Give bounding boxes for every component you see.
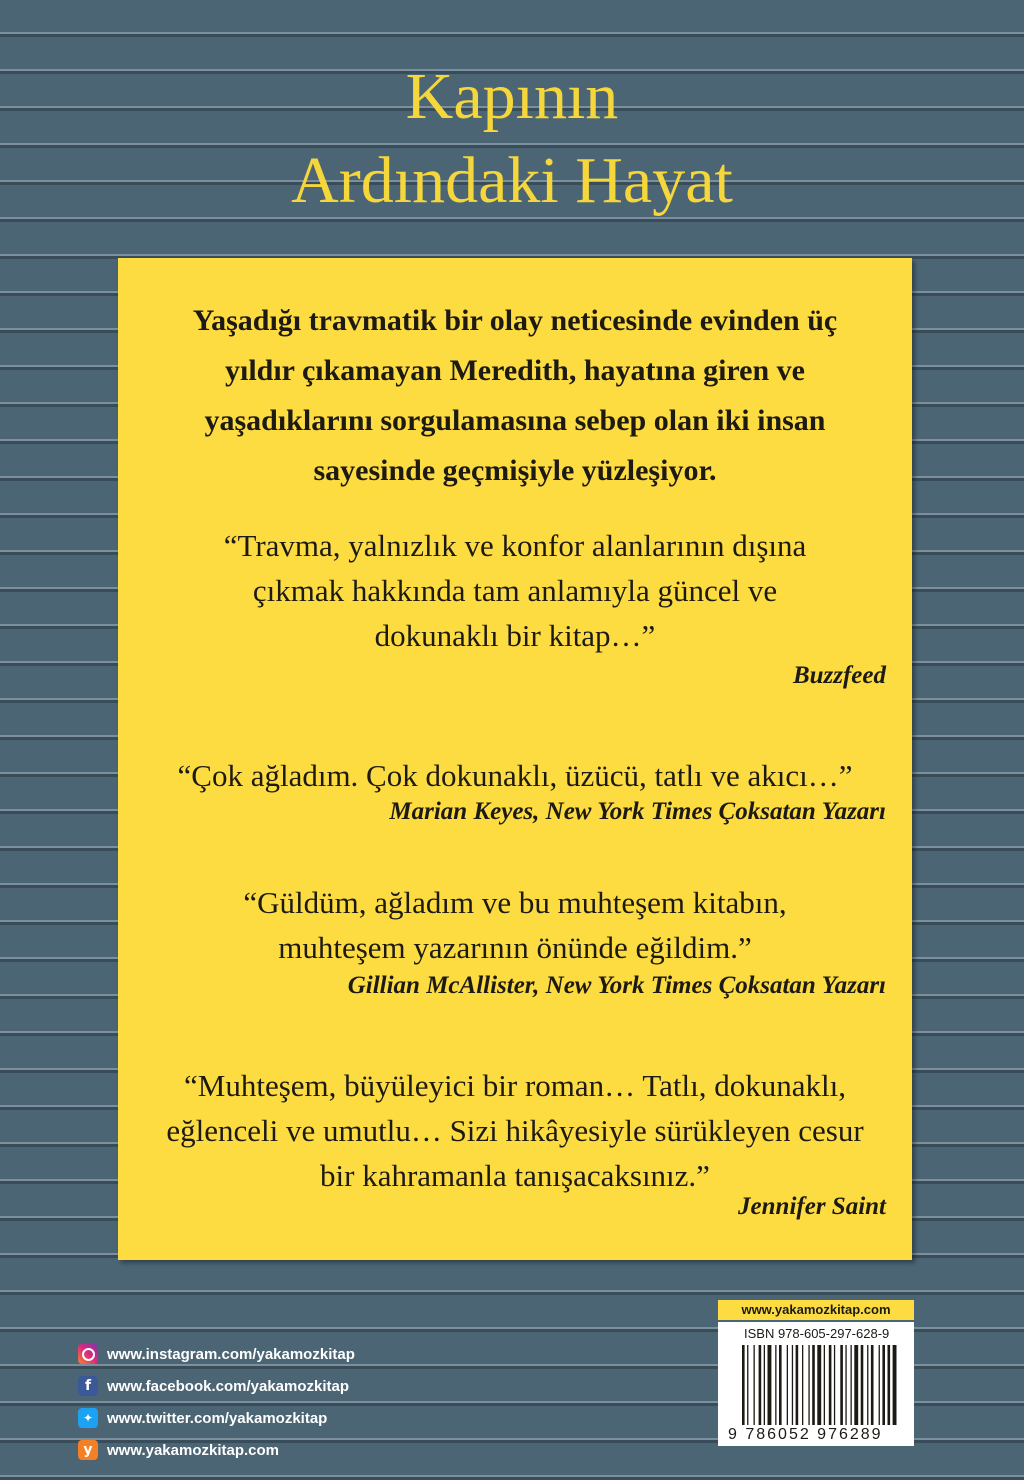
synopsis [118,296,912,496]
review-quote-marian-keyes [118,753,912,798]
facebook-icon: f [78,1376,98,1396]
facebook-url[interactable]: www.facebook.com/yakamozkitap [107,1377,350,1395]
quote-line: “Travma, yalnızlık ve konfor alanlarının dışına [223,528,807,563]
quote-line: eğlenceli ve umutlu… Sizi hikâyesiyle sürükleyen cesur [166,1113,864,1148]
barcode-digits: 9 786052 976289 [728,1426,883,1443]
review-source-buzzfeed: Buzzfeed [792,662,886,689]
synopsis-line: yaşadıklarını sorgulamasına sebep olan iki insan [204,404,826,437]
twitter-url[interactable]: www.twitter.com/yakamozkitap [107,1409,328,1427]
twitter-icon: ✦ [78,1408,98,1428]
synopsis-line: yıldır çıkamayan Meredith, hayatına giren ve [224,354,805,387]
quote-line: “Güldüm, ağladım ve bu muhteşem kitabın, [243,885,787,920]
review-quote-jennifer-saint [118,1063,912,1198]
review-quote-gillian-mcallister [118,880,912,970]
social-links [78,1338,355,1466]
review-source-gillian-mcallister: Gillian McAllister, New York Times Çoksatan Yazarı [347,972,886,999]
barcode-box [718,1322,914,1446]
social-link-instagram[interactable] [78,1338,355,1370]
quote-line: çıkmak hakkında tam anlamıyla güncel ve [252,573,778,608]
blurb-panel [118,258,912,1260]
quote-line: muhteşem yazarının önünde eğildim.” [278,930,752,965]
review-source-marian-keyes: Marian Keyes, New York Times Çoksatan Yazarı [389,798,886,825]
instagram-url[interactable]: www.instagram.com/yakamozkitap [107,1345,355,1363]
website-url[interactable]: www.yakamozkitap.com [107,1441,280,1459]
book-title [0,55,1024,223]
instagram-icon [78,1344,98,1364]
social-link-website[interactable] [78,1434,355,1466]
quote-line: bir kahramanla tanışacaksınız.” [320,1158,710,1193]
publisher-website: www.yakamozkitap.com [718,1300,914,1320]
social-link-twitter[interactable] [78,1402,355,1434]
synopsis-line: sayesinde geçmişiyle yüzleşiyor. [313,454,717,487]
book-title-line-2: Ardındaki Hayat [291,144,733,217]
book-title-line-1: Kapının [405,60,619,133]
quote-line: dokunaklı bir kitap…” [374,618,656,653]
yakamoz-icon: y [78,1440,98,1460]
review-quote-buzzfeed [118,523,912,658]
synopsis-line: Yaşadığı travmatik bir olay neticesinde evinden üç [192,304,838,337]
review-source-jennifer-saint: Jennifer Saint [738,1193,886,1220]
social-link-facebook[interactable] [78,1370,355,1402]
isbn-number: ISBN 978-605-297-628-9 [744,1326,890,1341]
barcode-icon [742,1345,898,1425]
quote-line: “Çok ağladım. Çok dokunaklı, üzücü, tatlı ve akıcı…” [177,758,853,793]
quote-line: “Muhteşem, büyüleyici bir roman… Tatlı, dokunaklı, [184,1068,846,1103]
